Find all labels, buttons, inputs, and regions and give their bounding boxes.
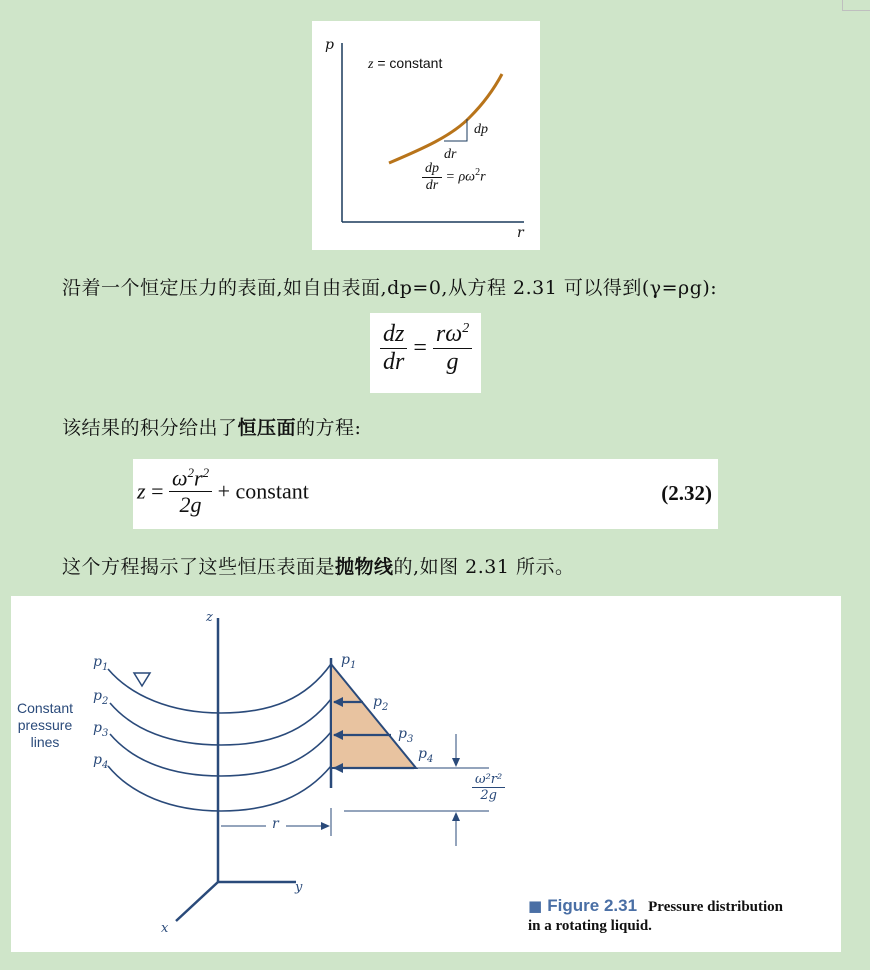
eq2-den: 2g (179, 492, 202, 518)
dr-label: dr (444, 147, 457, 162)
caption-figure: Figure 2.31 (547, 896, 638, 915)
x-axis-label: r (517, 225, 524, 241)
right-p4-letter: p (418, 746, 427, 762)
paragraph-2-post: 的方程: (296, 417, 362, 439)
eq2-equals: = (151, 478, 164, 504)
slope-num: dp (422, 161, 442, 178)
constant-pressure-line-3: lines (30, 734, 60, 750)
right-p3-letter: p (398, 726, 407, 742)
paragraph-3 (62, 552, 574, 579)
paragraph-1: 沿着一个恒定压力的表面,如自由表面,dp=0,从方程 2.31 可以得到(γ=ρg): (62, 277, 718, 299)
left-p2-letter: p (93, 688, 102, 704)
slope-rhs: = ρω (445, 169, 476, 185)
equation-dz-dr (370, 313, 481, 393)
left-p3-letter: p (93, 720, 102, 736)
right-p2-label (373, 694, 388, 713)
paragraph-3-pre: 这个方程揭示了这些恒压表面是 (62, 556, 336, 578)
left-p3-sub: 3 (101, 727, 109, 739)
x-axis-line-3d (176, 882, 218, 921)
slope-den: dr (425, 178, 439, 193)
eq1-lhs (380, 321, 407, 376)
height-den: 2g (480, 788, 497, 803)
constant-pressure-line-1: Constant (16, 700, 74, 716)
paragraph-3-bold: 抛物线 (335, 556, 394, 578)
left-p1-sub: 1 (101, 661, 109, 673)
paragraph-2 (62, 413, 361, 440)
right-p2-letter: p (373, 694, 382, 710)
eq1-lhs-den: dr (383, 349, 405, 375)
eq1-rhs-num-text: rω (435, 321, 463, 347)
right-p1-sub: 1 (349, 659, 357, 671)
dim-arrow-down-head (452, 812, 460, 821)
left-p1-label (93, 654, 108, 673)
constant-label (368, 55, 442, 73)
y-axis-label: p (325, 37, 334, 53)
paragraph-3-post: 的,如图 2.31 所示。 (393, 556, 575, 578)
left-p2-label (93, 688, 108, 707)
figure-pressure-curve (312, 21, 540, 250)
eq1-rhs-num (433, 321, 472, 349)
page-corner-mark (842, 0, 870, 11)
eq2-rest: + constant (217, 478, 309, 504)
dp-label: dp (474, 122, 488, 137)
paragraph-2-pre: 该结果的积分给出了 (62, 417, 238, 439)
eq2-number: (2.32) (661, 481, 712, 505)
eq1-rhs-num-exp: 2 (462, 321, 470, 336)
pressure-line-4 (108, 766, 331, 811)
eq2-num-exp1: 2 (187, 465, 195, 480)
eq2-num (169, 465, 212, 492)
pressure-line-3 (110, 732, 331, 776)
eq1-equals: = (413, 335, 427, 361)
x-axis-label: x (161, 921, 169, 936)
paragraph-2-bold: 恒压面 (237, 417, 297, 439)
constant-pressure-label (13, 700, 77, 751)
pressure-line-1 (108, 664, 331, 713)
eq1-lhs-num: dz (380, 321, 407, 349)
r-dim-arrow (321, 822, 330, 830)
right-p4-label (418, 746, 433, 765)
dim-arrow-up-head (452, 758, 460, 767)
eq2-num-omega: ω (171, 465, 188, 491)
caption-line-1: Pressure distribution (648, 899, 784, 915)
pressure-line-2 (110, 699, 331, 745)
left-p4-sub: 4 (101, 759, 109, 771)
caption-marker: ■ (528, 897, 543, 915)
r-dimension-label: r (272, 816, 279, 832)
y-axis-label: y (295, 880, 303, 895)
equation-2-32 (133, 459, 718, 529)
left-p4-letter: p (93, 752, 102, 768)
constant-pressure-line-2: pressure (17, 717, 73, 733)
slope-tail: r (480, 169, 486, 185)
constant-label-rest: = constant (377, 55, 443, 71)
height-num: ω²r² (472, 772, 505, 788)
figure-2-31 (11, 596, 841, 952)
eq2-num-r: r (194, 465, 203, 491)
left-p4-label (93, 752, 108, 771)
caption-line-2: in a rotating liquid. (528, 918, 652, 934)
z-axis-label: z (206, 610, 213, 625)
constant-label-var: z (368, 57, 374, 72)
eq2-num-exp2: 2 (202, 465, 210, 480)
eq1-rhs-den: g (446, 349, 459, 375)
eq1-rhs (433, 321, 472, 376)
slope-fraction (422, 161, 442, 194)
slope-exp: 2 (475, 167, 481, 179)
watermark: 知乎 @晰锋 (712, 926, 829, 951)
height-fraction-label (472, 772, 505, 803)
right-p1-letter: p (341, 652, 350, 668)
eq2-lhs: z (137, 478, 146, 504)
free-surface-marker (134, 673, 150, 686)
right-p3-label (398, 726, 413, 745)
right-p1-label (341, 652, 356, 671)
pressure-triangle (331, 664, 416, 768)
right-p2-sub: 2 (381, 701, 389, 713)
left-p1-letter: p (93, 654, 102, 670)
left-p3-label (93, 720, 108, 739)
right-p3-sub: 3 (406, 733, 414, 745)
eq1-row (380, 321, 472, 376)
left-p2-sub: 2 (101, 695, 109, 707)
right-p4-sub: 4 (426, 753, 434, 765)
slope-equation (422, 161, 486, 194)
eq2-row (137, 465, 309, 518)
eq2-fraction (169, 465, 212, 518)
